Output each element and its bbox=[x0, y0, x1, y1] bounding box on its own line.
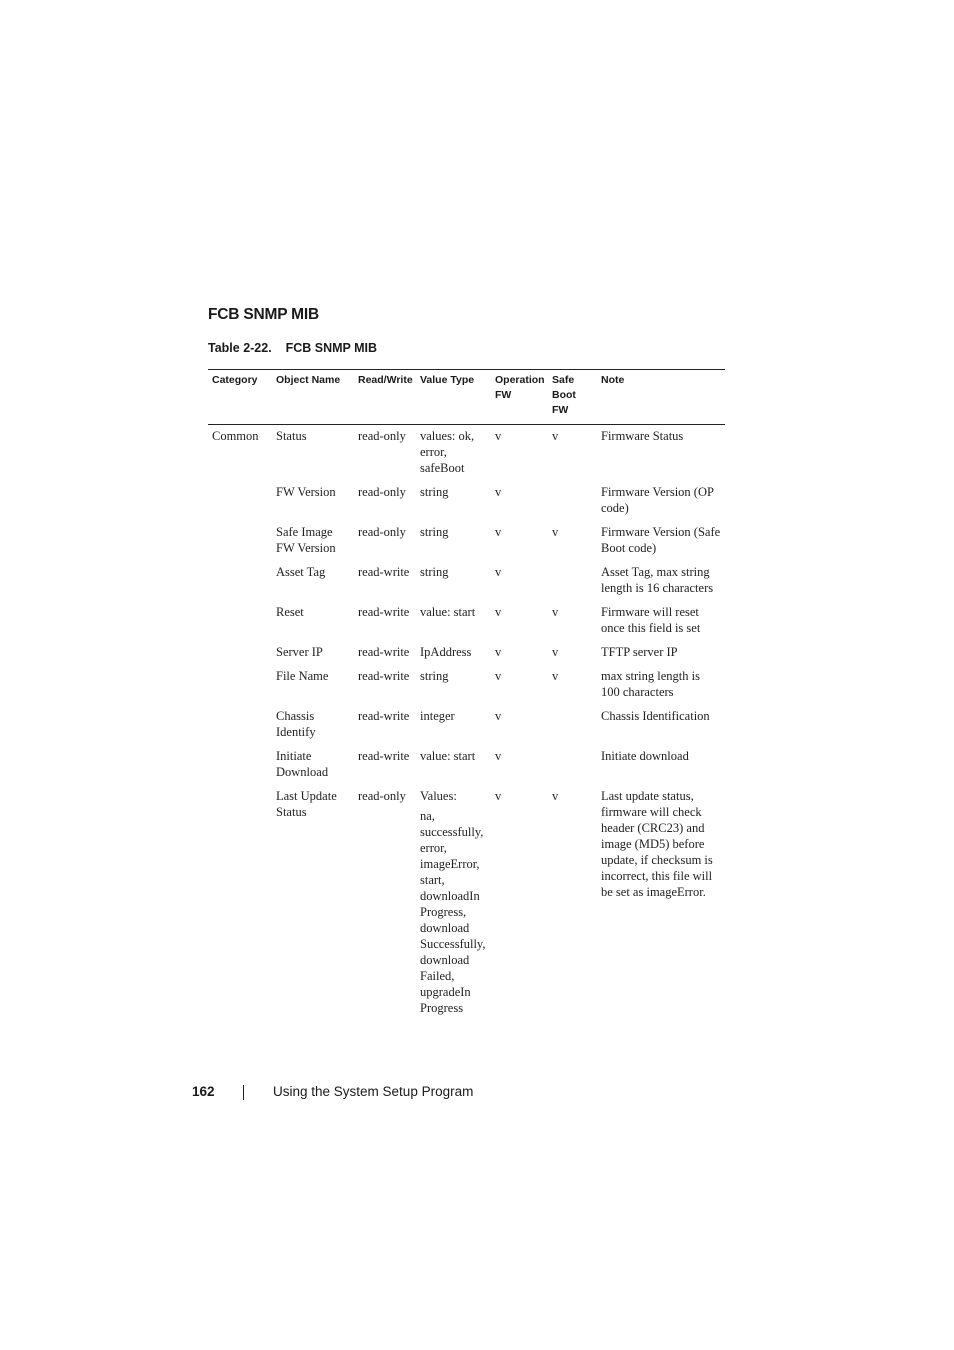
cell-operation-fw: v bbox=[495, 605, 502, 619]
cell-category bbox=[208, 708, 272, 748]
column-header-safe-boot-fw: Safe Boot FW bbox=[548, 370, 597, 425]
cell-object-name: Status bbox=[276, 429, 307, 443]
cell-category bbox=[208, 788, 272, 1024]
cell-category bbox=[208, 484, 272, 524]
table-row bbox=[208, 524, 725, 564]
cell-note: max string length is 100 characters bbox=[601, 669, 700, 699]
column-header-operation-fw: Operation FW bbox=[491, 370, 548, 425]
cell-safe-boot-fw bbox=[548, 484, 597, 524]
cell-operation-fw: v bbox=[495, 749, 502, 763]
cell-read-write: read-write bbox=[358, 605, 410, 619]
cell-read-write: read-only bbox=[358, 485, 406, 499]
cell-note: Firmware Status bbox=[601, 429, 684, 443]
cell-object-name: File Name bbox=[276, 669, 329, 683]
cell-operation-fw: v bbox=[495, 429, 502, 443]
cell-note: TFTP server IP bbox=[601, 645, 678, 659]
cell-read-write: read-only bbox=[358, 525, 406, 539]
cell-object-name: Chassis Identify bbox=[276, 709, 316, 739]
cell-value-type bbox=[416, 788, 491, 1024]
column-header-object-name: Object Name bbox=[272, 370, 354, 425]
column-header-read-write: Read/Write bbox=[354, 370, 416, 425]
cell-object-name: Last Update Status bbox=[276, 789, 337, 819]
cell-value-type: value: start bbox=[420, 605, 476, 619]
value-type-list: na, successfully, error, imageError, start, downloadIn Progress, download Successfully, download Failed, upgradeIn Progress bbox=[420, 809, 486, 1015]
table-header-row bbox=[208, 370, 725, 425]
cell-object-name: Reset bbox=[276, 605, 304, 619]
cell-object-name: Asset Tag bbox=[276, 565, 326, 579]
cell-safe-boot-fw bbox=[548, 708, 597, 748]
chapter-title: Using the System Setup Program bbox=[273, 1084, 474, 1099]
cell-safe-boot-fw: v bbox=[552, 429, 559, 443]
table-row bbox=[208, 668, 725, 708]
cell-value-type: values: ok, error, safeBoot bbox=[420, 429, 475, 475]
cell-note: Initiate download bbox=[601, 749, 689, 763]
cell-note: Last update status, firmware will check header (CRC23) and image (MD5) before update, if checksum is incorrect, this file will be set as imageError. bbox=[601, 789, 713, 899]
table-row bbox=[208, 708, 725, 748]
cell-value-type: integer bbox=[420, 709, 455, 723]
table-row bbox=[208, 564, 725, 604]
cell-note: Asset Tag, max string length is 16 characters bbox=[601, 565, 714, 595]
cell-read-write: read-write bbox=[358, 565, 410, 579]
footer-divider bbox=[243, 1085, 244, 1100]
cell-value-type: string bbox=[420, 525, 449, 539]
table-caption: Table 2-22. FCB SNMP MIB bbox=[208, 341, 378, 355]
cell-safe-boot-fw: v bbox=[552, 645, 559, 659]
cell-note: Chassis Identification bbox=[601, 709, 710, 723]
cell-safe-boot-fw: v bbox=[552, 669, 559, 683]
cell-read-write: read-only bbox=[358, 789, 406, 803]
cell-category: Common bbox=[212, 429, 259, 443]
table-row bbox=[208, 748, 725, 788]
cell-read-write: read-write bbox=[358, 709, 410, 723]
cell-operation-fw: v bbox=[495, 525, 502, 539]
cell-read-write: read-only bbox=[358, 429, 406, 443]
cell-value-type: string bbox=[420, 485, 449, 499]
column-header-value-type: Value Type bbox=[416, 370, 491, 425]
table-row bbox=[208, 425, 725, 485]
cell-category bbox=[208, 524, 272, 564]
cell-note: Firmware Version (Safe Boot code) bbox=[601, 525, 721, 555]
cell-operation-fw: v bbox=[495, 709, 502, 723]
column-header-note: Note bbox=[597, 370, 725, 425]
cell-category bbox=[208, 644, 272, 668]
fcb-snmp-mib-table bbox=[208, 369, 725, 1024]
cell-value-type: string bbox=[420, 565, 449, 579]
cell-operation-fw: v bbox=[495, 485, 502, 499]
cell-read-write: read-write bbox=[358, 749, 410, 763]
cell-safe-boot-fw bbox=[548, 564, 597, 604]
cell-safe-boot-fw: v bbox=[552, 525, 559, 539]
section-title: FCB SNMP MIB bbox=[208, 306, 319, 323]
cell-safe-boot-fw: v bbox=[552, 789, 559, 803]
page-number: 162 bbox=[192, 1084, 215, 1099]
cell-read-write: read-write bbox=[358, 669, 410, 683]
cell-category bbox=[208, 668, 272, 708]
cell-value-type: IpAddress bbox=[420, 645, 472, 659]
cell-value-type: string bbox=[420, 669, 449, 683]
cell-safe-boot-fw bbox=[548, 748, 597, 788]
cell-category bbox=[208, 748, 272, 788]
cell-operation-fw: v bbox=[495, 789, 502, 803]
column-header-category: Category bbox=[208, 370, 272, 425]
cell-value-type: value: start bbox=[420, 749, 476, 763]
cell-safe-boot-fw: v bbox=[552, 605, 559, 619]
table-row bbox=[208, 484, 725, 524]
table-row bbox=[208, 644, 725, 668]
cell-operation-fw: v bbox=[495, 565, 502, 579]
cell-category bbox=[208, 604, 272, 644]
cell-object-name: Safe Image FW Version bbox=[276, 525, 336, 555]
cell-object-name: Server IP bbox=[276, 645, 323, 659]
value-type-label: Values: bbox=[420, 789, 457, 803]
cell-note: Firmware will reset once this field is set bbox=[601, 605, 701, 635]
cell-operation-fw: v bbox=[495, 669, 502, 683]
table-row bbox=[208, 788, 725, 1024]
cell-object-name: Initiate Download bbox=[276, 749, 329, 779]
cell-object-name: FW Version bbox=[276, 485, 336, 499]
cell-operation-fw: v bbox=[495, 645, 502, 659]
cell-category bbox=[208, 564, 272, 604]
table-row bbox=[208, 604, 725, 644]
cell-read-write: read-write bbox=[358, 645, 410, 659]
cell-note: Firmware Version (OP code) bbox=[601, 485, 714, 515]
